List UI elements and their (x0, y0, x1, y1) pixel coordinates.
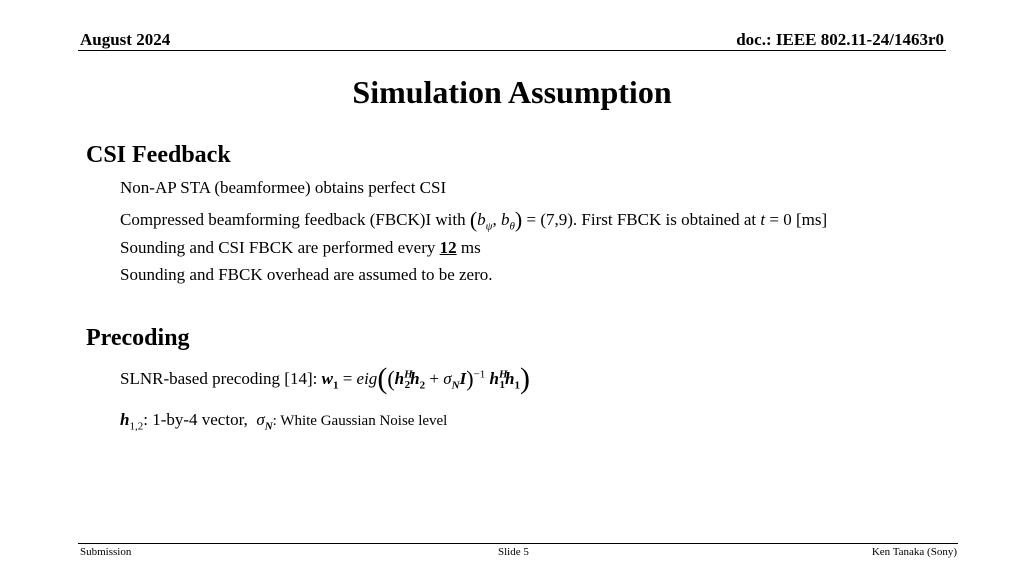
eig-operator: eig (356, 369, 378, 388)
csi-line-4: Sounding and FBCK overhead are assumed to be zero. (120, 265, 493, 284)
csi-bitwidth-value: (7,9) (540, 210, 573, 229)
sounding-period-value: 12 (439, 238, 457, 257)
precoding-formula-line: SLNR-based precoding [14]: $w_1 = eig((h^H_2h_2 + \sigma_NI)^{-1}$ $h^H_1h_1$) (120, 362, 530, 395)
vector-definition: : 1-by-4 vector, (143, 410, 248, 429)
footer-submission: Submission (80, 546, 132, 558)
csi-line-3 (120, 238, 481, 258)
header-doc-id: doc.: IEEE 802.11-24/1463r0 (736, 30, 944, 49)
csi-line-2: Compressed beamforming feedback (FBCK)I with ($b_\psi$, $b_\theta) = (7,9)$. First FBCK is obtained at t = 0 [ms] (120, 207, 828, 233)
precoding-label: SLNR-based precoding [14]: (120, 369, 322, 388)
footer-slide-number: Slide 5 (498, 546, 529, 558)
csi-line-1: Non-AP STA (beamformee) obtains perfect CSI (120, 178, 447, 197)
csi-line-2-mid: . First FBCK is obtained at (572, 210, 761, 229)
footer-divider (78, 543, 958, 544)
precoding-definition-line: $h_{1,2}$: 1-by-4 vector, $\sigma_N$: White Gaussian Noise level (120, 410, 448, 433)
precoding-heading: Precoding (86, 325, 190, 351)
csi-time-unit: [ms] (791, 210, 828, 229)
footer-author: Ken Tanaka (Sony) (871, 546, 957, 558)
sounding-period-unit: ms (456, 238, 481, 257)
csi-heading: CSI Feedback (86, 142, 231, 168)
csi-line-3-prefix: Sounding and CSI FBCK are performed every (120, 238, 440, 257)
csi-first-time: 0 (783, 210, 792, 229)
header-divider (78, 50, 946, 51)
header-date: August 2024 (80, 30, 171, 49)
slide-title: Simulation Assumption (352, 74, 672, 110)
csi-line-2-prefix: Compressed beamforming feedback (FBCK)I with (120, 210, 470, 229)
noise-definition: : White Gaussian Noise level (272, 413, 448, 429)
